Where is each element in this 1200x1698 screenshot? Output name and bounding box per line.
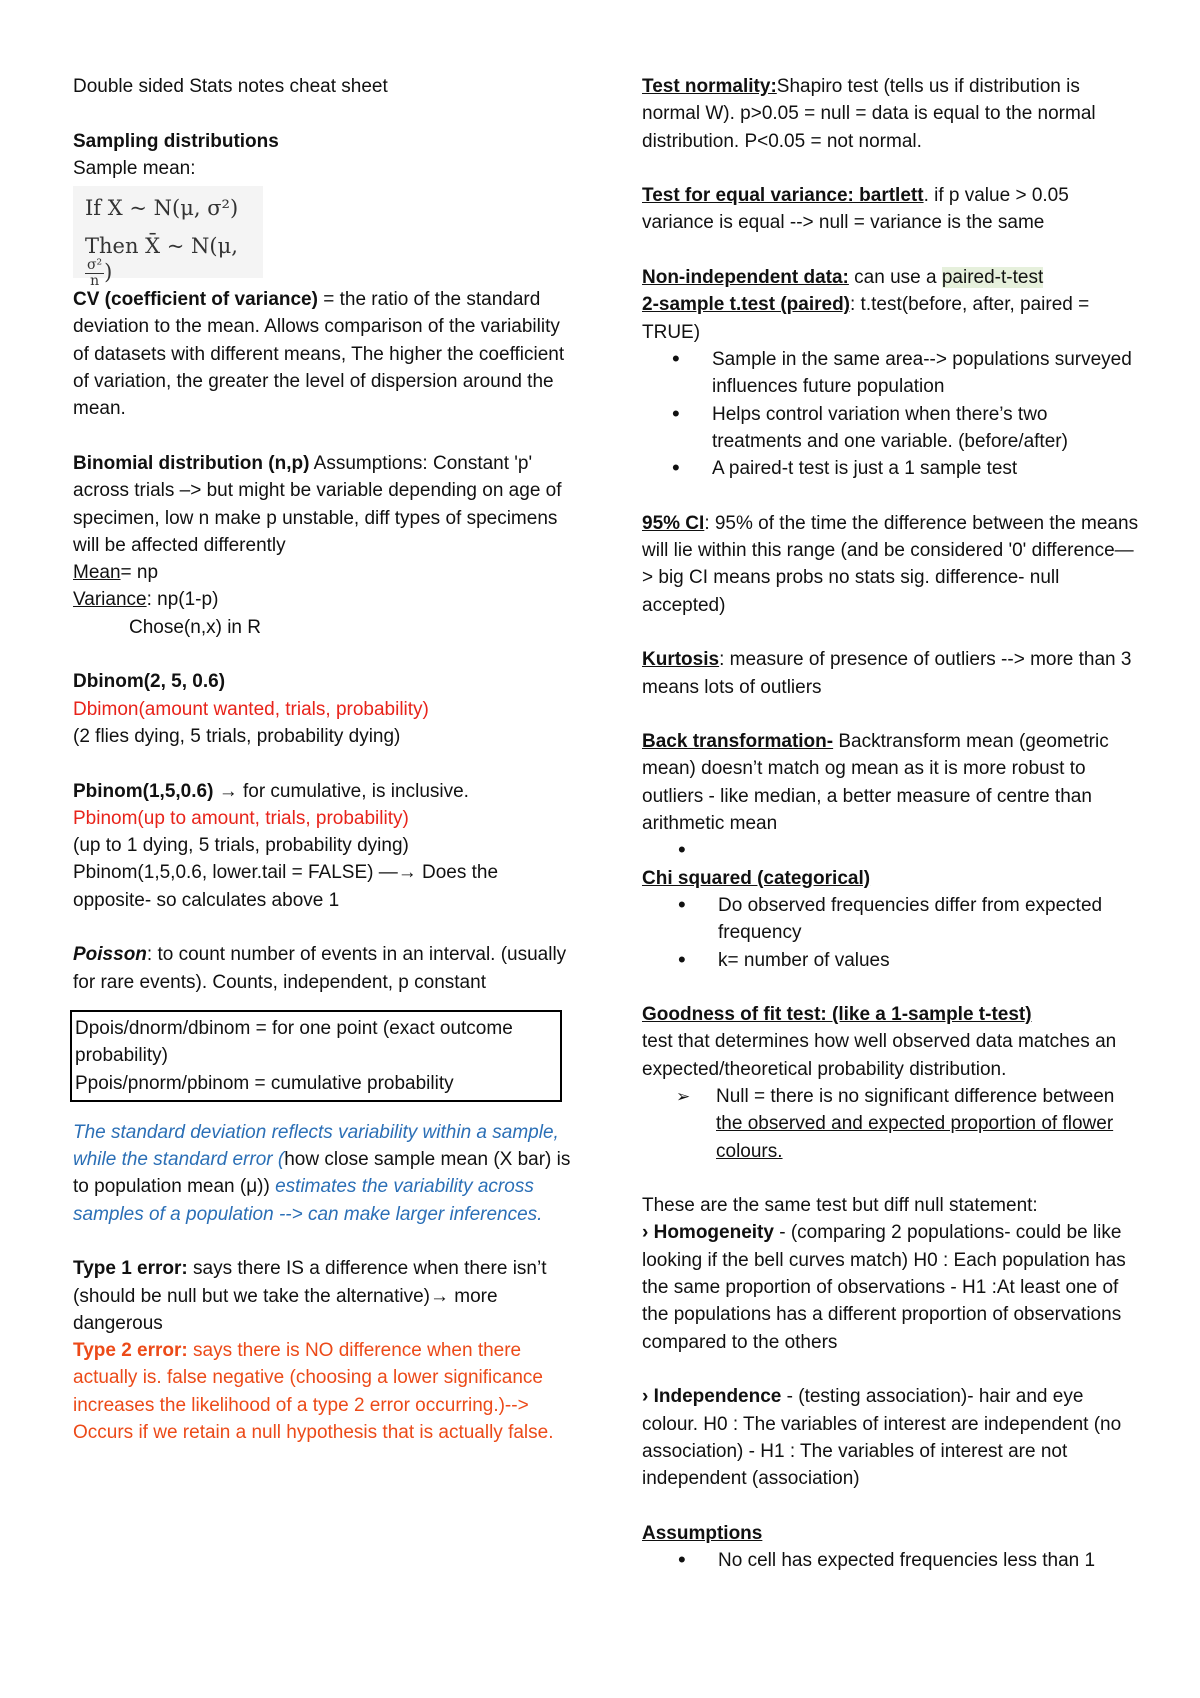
list-item: ➢ Null = there is no significant difference between the observed and expected proportion of flower colours. <box>676 1083 1142 1165</box>
sd-se-paragraph: The standard deviation reflects variability within a sample, while the standard error (how close sample mean (X bar) is to population mean (μ)) estimates the variability across samples of a population --> can make larger inferences. <box>73 1121 571 1225</box>
list-item: • k= number of values <box>678 947 1142 974</box>
assumptions-bullet-list <box>642 1547 1142 1574</box>
goodness-of-fit-text: test that determines how well observed data matches an expected/theoretical probability distribution. <box>642 1031 1117 1080</box>
normality-paragraph: Test normality:Shapiro test (tells us if distribution is normal W). p>0.05 = null = data is equal to the normal distribution. P<0.05 = not normal. <box>642 76 1096 152</box>
dbinom-args: Dbimon(amount wanted, trials, probability) <box>73 698 429 720</box>
formula-if-line: If X ~ N(μ, σ²) <box>85 196 239 221</box>
poisson-paragraph: Poisson: to count number of events in an interval. (usually for rare events). Counts, independent, p constant <box>73 944 567 993</box>
mean-line: Mean= np <box>73 562 159 584</box>
type1-error-paragraph: Type 1 error: says there IS a difference when there isn’t (should be null but we take the alternative)→ more dangerous <box>73 1258 547 1334</box>
empty-bullet-list <box>642 837 1142 864</box>
pbinom-lower-tail: Pbinom(1,5,0.6, lower.tail = FALSE) —→ Does the opposite- so calculates above 1 <box>73 862 499 911</box>
ci-paragraph: 95% CI: 95% of the time the difference between the means will lie within this range (and be considered '0' difference—> big CI means probs no stats sig. difference- null accepted) <box>642 512 1139 616</box>
document-title: Double sided Stats notes cheat sheet <box>73 76 388 97</box>
chi-bullet-list <box>642 892 1142 974</box>
equal-variance-paragraph: Test for equal variance: bartlett. if p value > 0.05 variance is equal --> null = variance is the same <box>642 185 1069 234</box>
dbinom-note: (2 flies dying, 5 trials, probability dying) <box>73 725 401 747</box>
formula-then-line: Then X̄ ~ N(μ, $\frac{\text{σ²}}{n}$ ) <box>85 234 238 290</box>
dbinom-heading: Dbinom(2, 5, 0.6) <box>73 671 226 693</box>
list-item: • Do observed frequencies differ from expected frequency <box>678 892 1142 947</box>
sample-mean-formula <box>73 186 263 290</box>
variance-line: Variance: np(1-p) <box>73 589 219 611</box>
list-item: • Helps control variation when there’s two treatments and one variable. (before/after) <box>672 401 1142 456</box>
box-point-line: Dpois/dnorm/dbinom = for one point (exact outcome probability) <box>75 1017 513 1067</box>
chose-line: Chose(n,x) in R <box>129 616 261 638</box>
pbinom-heading: Pbinom(1,5,0.6) → for cumulative, is inclusive. <box>73 780 469 802</box>
paired-bullet-list <box>642 346 1142 482</box>
cv-paragraph: CV (coefficient of variance) = the ratio of the standard deviation to the mean. Allows comparison of the variability of datasets with different means, The higher the coefficient of variation, the greater the level of dispersion around the mean. <box>73 289 565 420</box>
gof-null-list <box>642 1083 1142 1165</box>
goodness-of-fit-heading: Goodness of fit test: (like a 1-sample t-test) <box>642 1004 1032 1026</box>
right-column <box>642 73 1142 1574</box>
chi-squared-heading: Chi squared (categorical) <box>642 867 871 889</box>
independence-paragraph: › Independence - (testing association)- hair and eye colour. H0 : The variables of interest are independent (no association) - H1 : The variables of interest are not independent (association) <box>642 1386 1122 1490</box>
box-cumulative-line: Ppois/pnorm/pbinom = cumulative probability <box>75 1072 454 1094</box>
pbinom-note: (up to 1 dying, 5 trials, probability dying) <box>73 835 409 857</box>
type2-error-paragraph: Type 2 error: says there is NO difference when there actually is. false negative (choosing a lower significance increases the likelihood of a type 2 error occurring.)--> Occurs if we retain a null hypothesis that is actually false. <box>73 1340 554 1444</box>
paired-ttest-line: 2-sample t.test (paired): t.test(before, after, paired = TRUE) <box>642 294 1090 343</box>
distribution-functions-box <box>70 1010 562 1102</box>
homogeneity-paragraph: › Homogeneity - (comparing 2 populations- could be like looking if the bell curves match) H0 : Each population has the same proportion of observations - H1 :At least one of the populations has a different proportion of observations compared to the others <box>642 1222 1126 1353</box>
sample-mean-label: Sample mean: <box>73 157 196 179</box>
list-item <box>678 837 1142 864</box>
left-column <box>73 73 573 1446</box>
assumptions-heading: Assumptions <box>642 1522 763 1544</box>
pbinom-args: Pbinom(up to amount, trials, probability) <box>73 807 409 829</box>
back-transformation-paragraph: Back transformation- Backtransform mean (geometric mean) doesn’t match og mean as it is more robust to outliers - like median, a better measure of centre than arithmetic mean <box>642 731 1109 835</box>
sampling-heading: Sampling distributions <box>73 130 279 152</box>
list-item: • A paired-t test is just a 1 sample test <box>672 455 1142 482</box>
same-test-line: These are the same test but diff null statement: <box>642 1195 1038 1217</box>
list-item: • Sample in the same area--> populations surveyed influences future population <box>672 346 1142 401</box>
non-independent-line: Non-independent data: can use a paired-t-test <box>642 267 1044 289</box>
binomial-paragraph: Binomial distribution (n,p) Assumptions: Constant 'p' across trials –> but might be variable depending on age of specimen, low n make p unstable, diff types of specimens will be affected differently <box>73 452 562 556</box>
kurtosis-paragraph: Kurtosis: measure of presence of outliers --> more than 3 means lots of outliers <box>642 649 1132 698</box>
list-item: • No cell has expected frequencies less than 1 <box>678 1547 1142 1574</box>
